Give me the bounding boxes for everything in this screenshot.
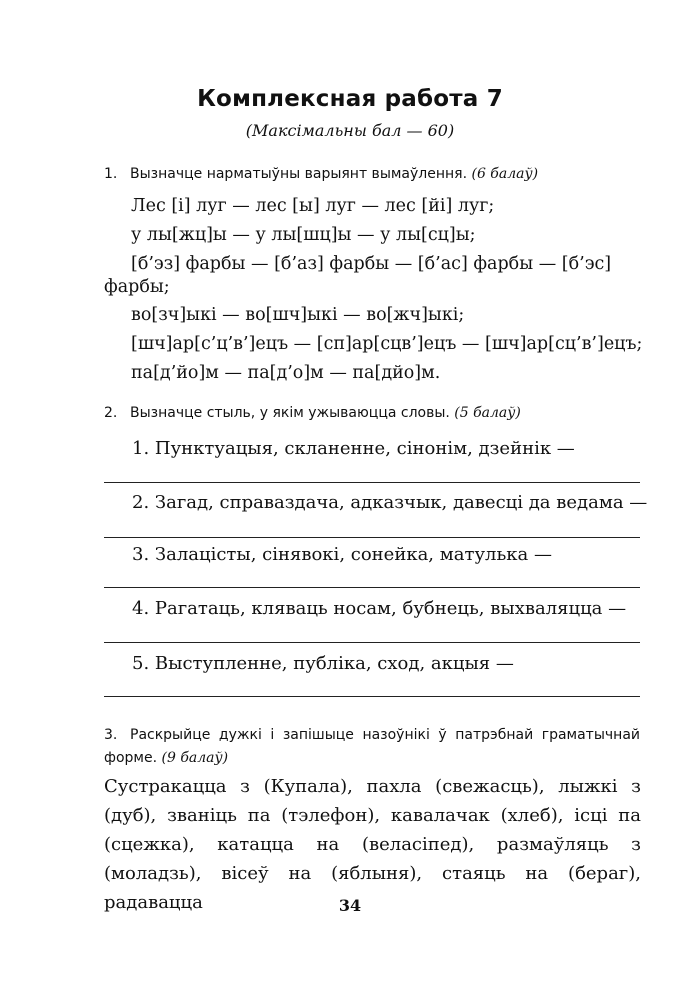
task-points: (5 балаў) xyxy=(454,405,521,421)
style-item: 4. Рагатаць, кляваць носам, бубнець, выхваляцца — xyxy=(132,598,627,619)
pronunciation-line: у лы[жц]ы — у лы[шц]ы — у лы[сц]ы; xyxy=(131,225,476,245)
style-item: 3. Залацісты, сінявокі, сонейка, матулька — xyxy=(132,544,552,565)
task-number: 2. xyxy=(104,405,118,421)
style-item: 1. Пунктуацыя, скланенне, сінонім, дзейнік — xyxy=(132,438,575,459)
task-text: Вызначце нарматыўны варыянт вымаўлення. xyxy=(130,166,472,182)
answer-line[interactable] xyxy=(104,482,640,483)
answer-line[interactable] xyxy=(104,642,640,643)
page-number: 34 xyxy=(338,896,362,915)
task-3-paragraph: Сустракацца з (Купала), пахла (свежасць), лыжкі з (дуб), званіць па (тэлефон), кавалачак (хлеб), ісці па (сцежка), катацца на (веласіпед), размаўляць з (моладзь), вісеў на (яблыня), стаяць на (бераг), радавацца xyxy=(104,776,641,913)
pronunciation-line: [б’эз] фарбы — [б’аз] фарбы — [б’ас] фарбы — [б’эс] xyxy=(131,254,612,274)
pronunciation-line: во[зч]ыкі — во[шч]ыкі — во[жч]ыкі; xyxy=(131,305,465,325)
task-points: (6 балаў) xyxy=(471,166,539,182)
task-1-heading xyxy=(104,163,644,186)
style-item: 2. Загад, справаздача, адказчык, давесці да ведама — xyxy=(132,492,648,513)
task-points: (9 балаў) xyxy=(161,750,229,766)
task-text: Раскрыйце дужкі і запішыце назоўнікі ў патрэбнай граматычнай форме. xyxy=(104,727,640,766)
pronunciation-line: [шч]ар[с’ц’в’]ецъ — [сп]ар[сцв’]ецъ — [шч]ар[сц’в’]ецъ; xyxy=(131,334,643,354)
max-score-subtitle: (Максімальны бал — 60) xyxy=(245,121,455,140)
pronunciation-line: фарбы; xyxy=(104,277,170,297)
style-item: 5. Выступленне, публіка, сход, акцыя — xyxy=(132,653,514,674)
task-3-heading xyxy=(104,724,640,770)
task-number: 1. xyxy=(104,166,118,182)
task-text: Вызначце стыль, у якім ужываюцца словы. xyxy=(130,405,455,421)
pronunciation-line: па[д’йо]м — па[д’о]м — па[дйо]м. xyxy=(131,363,441,383)
answer-line[interactable] xyxy=(104,587,640,588)
answer-line[interactable] xyxy=(104,696,640,697)
task-number: 3. xyxy=(104,727,118,743)
page-title: Комплексная работа 7 xyxy=(197,86,503,112)
answer-line[interactable] xyxy=(104,537,640,538)
task-2-heading xyxy=(104,402,644,425)
pronunciation-line: Лес [і] луг — лес [ы] луг — лес [йі] луг; xyxy=(131,196,495,216)
